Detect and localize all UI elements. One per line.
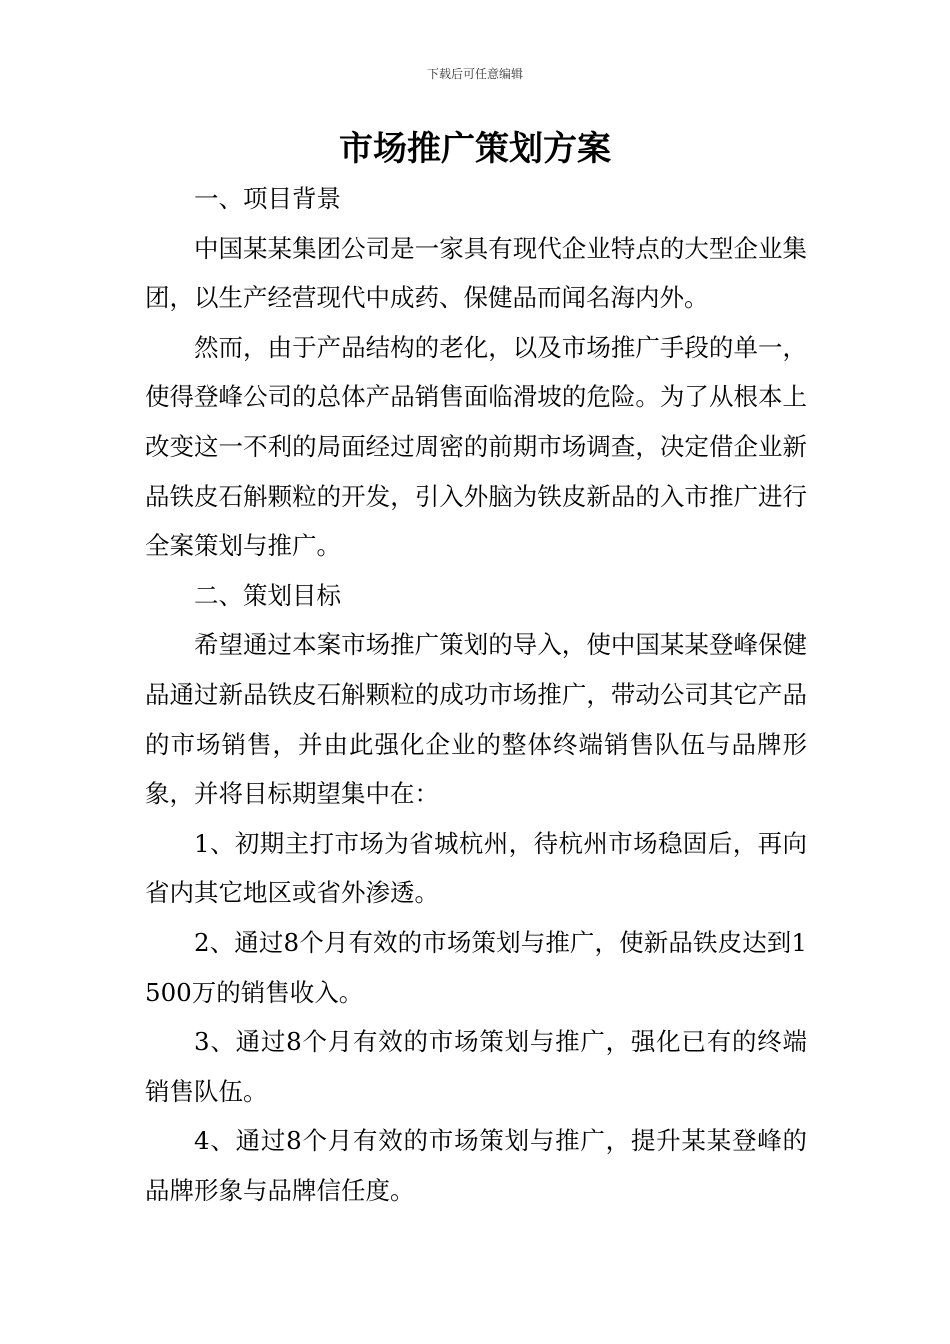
goal-item-1: 1、初期主打市场为省城杭州，待杭州市场稳固后，再向省内其它地区或省外渗透。	[145, 828, 807, 908]
section-heading-goals: 二、策划目标	[194, 580, 341, 610]
section-heading-background: 一、项目背景	[194, 184, 341, 213]
paragraph-problem: 然而，由于产品结构的老化，以及市场推广手段的单一，使得登峰公司的总体产品销售面临滑坡的危险。为了从根本上改变这一不利的局面经过周密的前期市场调查，决定借企业新品铁皮石斛颗粒的开发，引入外脑为铁皮新品的入市推广进行全案策划与推广。	[145, 332, 807, 561]
document-body	[145, 174, 807, 1215]
goal-item-4: 4、通过8个月有效的市场策划与推广，提升某某登峰的品牌形象与品牌信任度。	[145, 1126, 807, 1205]
goal-item-3: 3、通过8个月有效的市场策划与推广，强化已有的终端销售队伍。	[145, 1027, 807, 1106]
paragraph-company-intro: 中国某某集团公司是一家具有现代企业特点的大型企业集团，以生产经营现代中成药、保健品而闻名海内外。	[145, 233, 807, 313]
paragraph-goals-intro: 希望通过本案市场推广策划的导入，使中国某某登峰保健品通过新品铁皮石斛颗粒的成功市场推广，带动公司其它产品的市场销售，并由此强化企业的整体终端销售队伍与品牌形象，并将目标期望集中在：	[145, 630, 807, 809]
document-title: 市场推广策划方案	[339, 129, 611, 169]
goal-item-2: 2、通过8个月有效的市场策划与推广，使新品铁皮达到1500万的销售收入。	[145, 927, 807, 1007]
header-note: 下载后可任意编辑	[426, 67, 523, 81]
